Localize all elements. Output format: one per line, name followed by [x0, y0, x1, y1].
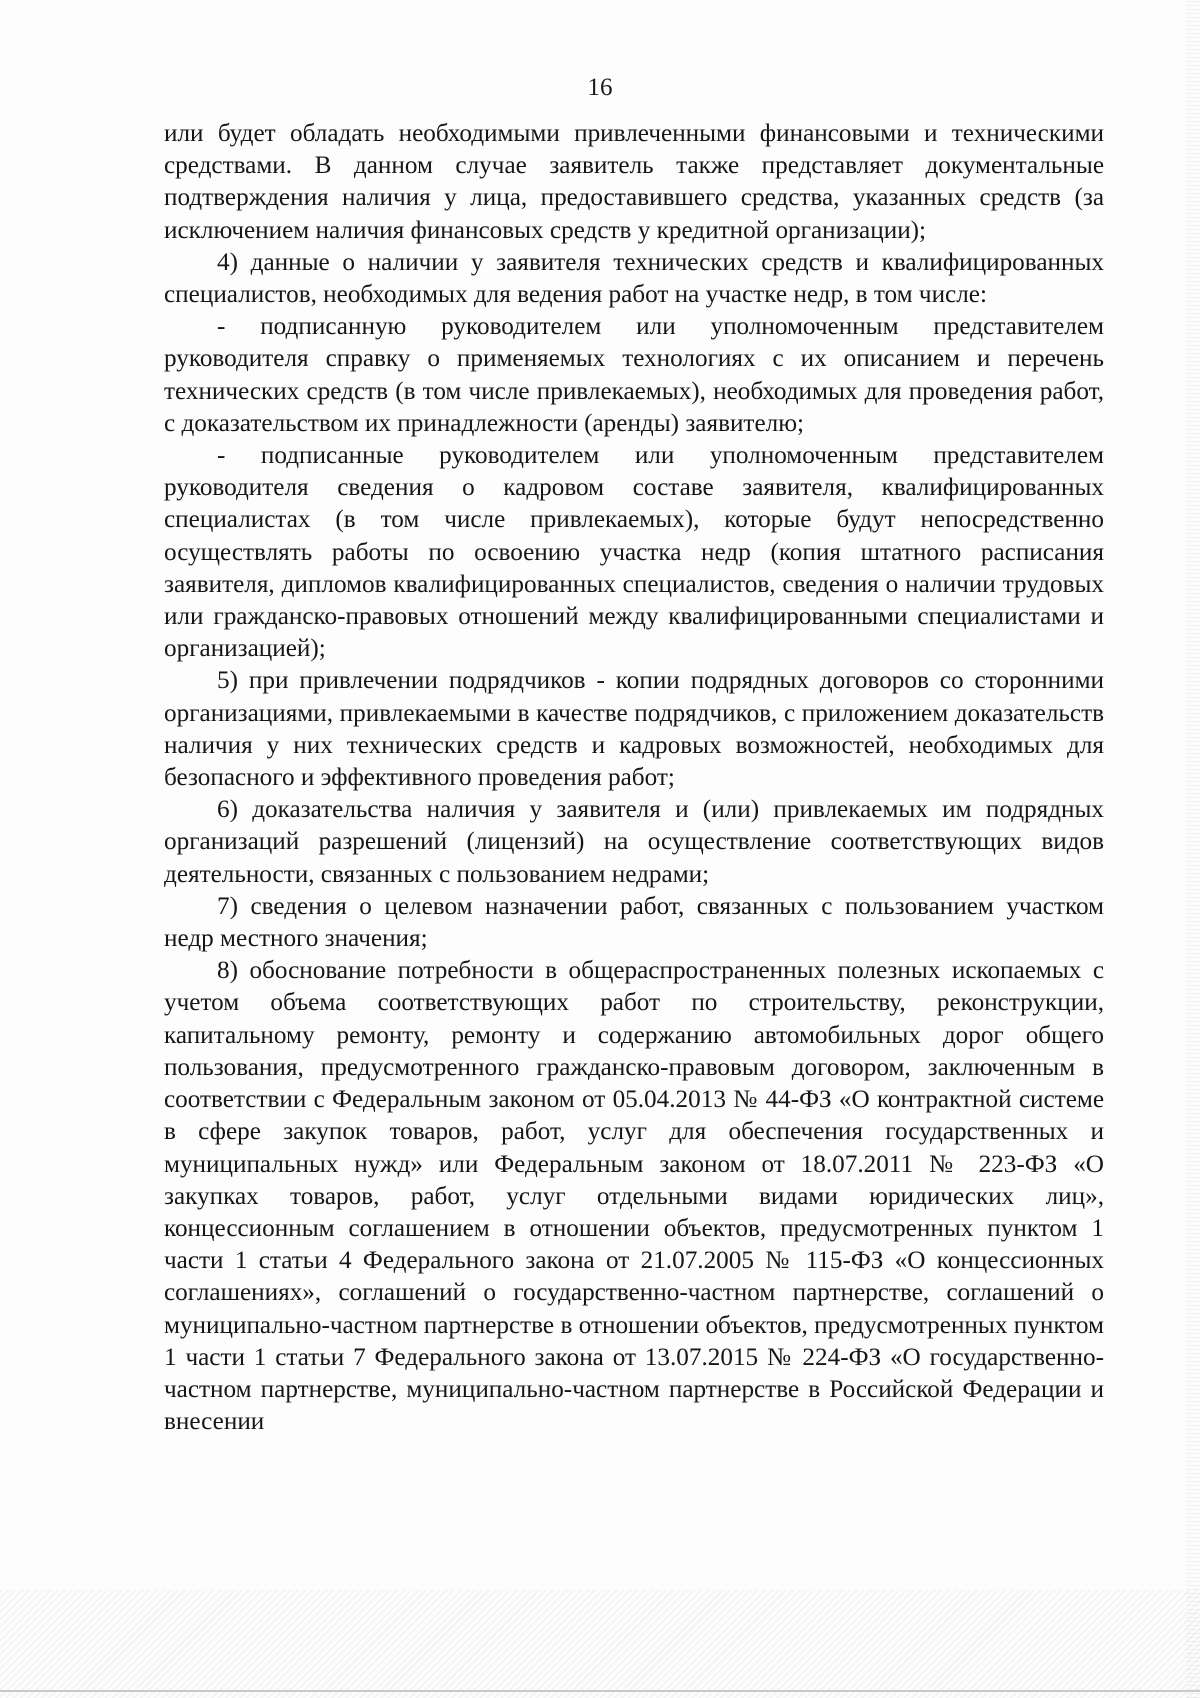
paragraph-item-8: 8) обоснование потребности в общераспространенных полезных ископаемых с учетом объема соответствующих работ по строительству, реконструкции, капитальному ремонту, ремонту и содержанию автомобильных дорог общего пользования, предусмотренного гражданско-правовым договором, заключенным в соответствии с Федеральным законом от 05.04.2013 № 44-ФЗ «О контрактной системе в сфере закупок товаров, работ, услуг для обеспечения государственных и муниципальных нужд» или Федеральным законом от 18.07.2011 № 223-ФЗ «О закупках товаров, работ, услуг отдельными видами юридических лиц», концессионным соглашением в отношении объектов, предусмотренных пунктом 1 части 1 статьи 4 Федерального закона от 21.07.2005 № 115-ФЗ «О концессионных соглашениях», соглашений о государственно-частном партнерстве, соглашений о муниципально-частном партнерстве в отношении объектов, предусмотренных пунктом 1 части 1 статьи 7 Федерального закона от 13.07.2015 № 224-ФЗ «О государственно-частном партнерстве, муниципально-частном партнерстве в Российской Федерации и внесении	[164, 957, 1104, 1436]
document-body	[164, 118, 1104, 1438]
paragraph-item-5: 5) при привлечении подрядчиков - копии подрядных договоров со сторонними организациями, привлекаемыми в качестве подрядчиков, с приложением доказательств наличия у них технических средств и кадровых возможностей, необходимых для безопасного и эффективного проведения работ;	[164, 667, 1104, 792]
scan-noise-bottom	[0, 1590, 1200, 1698]
paragraph-continuation: или будет обладать необходимыми привлеченными финансовыми и техническими средствами. В данном случае заявитель также представляет документальные подтверждения наличия у лица, предоставившего средства, указанных средств (за исключением наличия финансовых средств у кредитной организации);	[164, 120, 1104, 244]
paragraph-item-7: 7) сведения о целевом назначении работ, связанных с пользованием участком недр местного значения;	[164, 892, 1104, 953]
paragraph-subitem-technologies: - подписанную руководителем или уполномоченным представителем руководителя справку о применяемых технологиях с их описанием и перечень технических средств (в том числе привлекаемых), необходимых для проведения работ, с доказательством их принадлежности (аренды) заявителю;	[164, 313, 1104, 437]
scan-edge-line	[0, 1690, 1200, 1692]
page-number: 16	[587, 74, 613, 101]
paragraph-item-4: 4) данные о наличии у заявителя технических средств и квалифицированных специалистов, необходимых для ведения работ на участке недр, в том числе:	[164, 248, 1104, 309]
paragraph-item-6: 6) доказательства наличия у заявителя и (или) привлекаемых им подрядных организаций разрешений (лицензий) на осуществление соответствующих видов деятельности, связанных с пользованием недрами;	[164, 796, 1104, 888]
paragraph-subitem-staff: - подписанные руководителем или уполномоченным представителем руководителя сведения о кадровом составе заявителя, квалифицированных специалистах (в том числе привлекаемых), которые будут непосредственно осуществлять работы по освоению участка недр (копия штатного расписания заявителя, дипломов квалифицированных специалистов, сведения о наличии трудовых или гражданско-правовых отношений между квалифицированными специалистами и организацией);	[164, 442, 1104, 663]
scan-noise-right	[1186, 0, 1200, 1698]
